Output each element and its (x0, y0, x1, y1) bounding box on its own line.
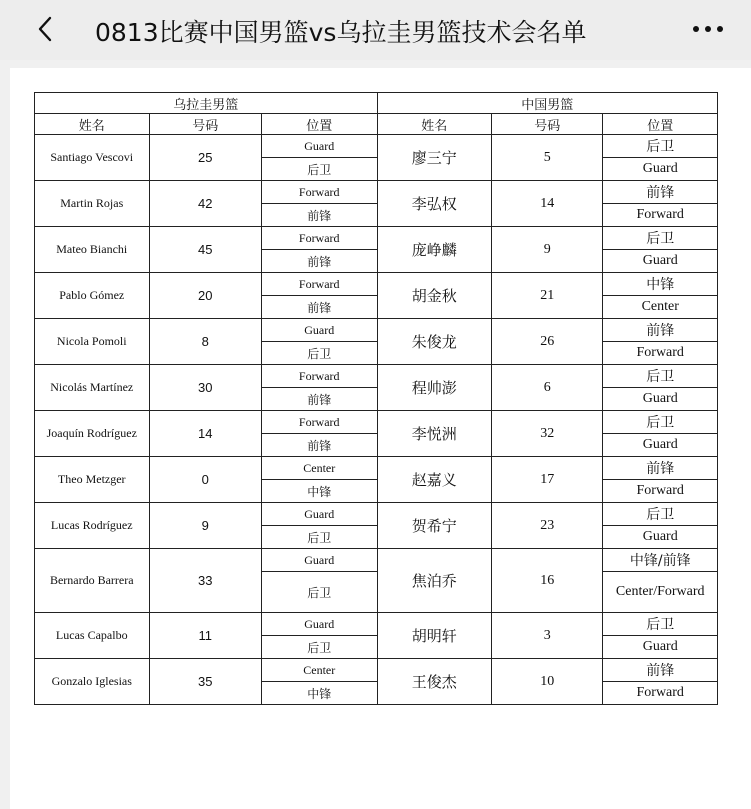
uruguay-player-position-zh: 后卫 (261, 572, 377, 613)
back-chevron-icon (36, 15, 54, 43)
back-button[interactable] (30, 14, 60, 44)
uruguay-player-position-en: Guard (261, 549, 377, 572)
uruguay-player-position-en: Guard (261, 319, 377, 342)
china-player-name: 贺希宁 (377, 503, 492, 549)
uruguay-player-position-zh: 后卫 (261, 636, 377, 659)
player-row (35, 273, 718, 296)
uruguay-player-position-zh: 前锋 (261, 204, 377, 227)
uruguay-player-number: 11 (149, 613, 261, 659)
player-row (35, 181, 718, 204)
china-player-position-en: Forward (603, 204, 718, 227)
column-header-number: 号码 (149, 114, 261, 135)
china-player-number: 23 (492, 503, 603, 549)
china-player-position-zh: 后卫 (603, 503, 718, 526)
china-player-name: 焦泊乔 (377, 549, 492, 613)
uruguay-player-position-zh: 前锋 (261, 388, 377, 411)
uruguay-player-name: Lucas Rodríguez (35, 503, 150, 549)
uruguay-player-name: Joaquín Rodríguez (35, 411, 150, 457)
china-player-position-zh: 前锋 (603, 457, 718, 480)
china-player-name: 庞峥麟 (377, 227, 492, 273)
player-row (35, 227, 718, 250)
uruguay-player-position-en: Forward (261, 227, 377, 250)
china-player-number: 21 (492, 273, 603, 319)
china-player-position-en: Guard (603, 636, 718, 659)
uruguay-player-position-en: Forward (261, 365, 377, 388)
china-player-number: 14 (492, 181, 603, 227)
uruguay-player-name: Bernardo Barrera (35, 549, 150, 613)
china-player-position-en: Forward (603, 682, 718, 705)
china-player-number: 26 (492, 319, 603, 365)
uruguay-player-position-zh: 中锋 (261, 480, 377, 503)
player-row (35, 365, 718, 388)
uruguay-player-number: 8 (149, 319, 261, 365)
china-player-name: 胡明轩 (377, 613, 492, 659)
top-navigation-bar (0, 0, 751, 60)
uruguay-player-name: Nicolás Martínez (35, 365, 150, 411)
uruguay-player-number: 33 (149, 549, 261, 613)
player-row (35, 659, 718, 682)
china-player-name: 胡金秋 (377, 273, 492, 319)
china-player-position-zh: 前锋 (603, 319, 718, 342)
china-player-number: 9 (492, 227, 603, 273)
china-player-number: 3 (492, 613, 603, 659)
china-player-name: 王俊杰 (377, 659, 492, 705)
china-player-position-en: Guard (603, 158, 718, 181)
uruguay-player-position-en: Guard (261, 503, 377, 526)
china-player-position-zh: 前锋 (603, 181, 718, 204)
roster-table (34, 92, 718, 705)
team-header-uruguay: 乌拉圭男篮 (35, 93, 378, 114)
china-player-position-en: Guard (603, 250, 718, 273)
uruguay-player-name: Pablo Gómez (35, 273, 150, 319)
team-header-china: 中国男篮 (377, 93, 718, 114)
uruguay-player-name: Lucas Capalbo (35, 613, 150, 659)
china-player-name: 李弘权 (377, 181, 492, 227)
china-player-position-en: Center (603, 296, 718, 319)
uruguay-player-position-en: Center (261, 457, 377, 480)
china-player-name: 李悦洲 (377, 411, 492, 457)
uruguay-player-number: 0 (149, 457, 261, 503)
column-header-name: 姓名 (35, 114, 150, 135)
player-row (35, 457, 718, 480)
china-player-number: 17 (492, 457, 603, 503)
uruguay-player-position-en: Forward (261, 411, 377, 434)
column-header-position: 位置 (603, 114, 718, 135)
china-player-position-zh: 后卫 (603, 411, 718, 434)
china-player-position-zh: 后卫 (603, 613, 718, 636)
column-header-position: 位置 (261, 114, 377, 135)
uruguay-player-number: 25 (149, 135, 261, 181)
uruguay-player-position-en: Forward (261, 181, 377, 204)
uruguay-player-position-zh: 前锋 (261, 296, 377, 319)
uruguay-player-position-zh: 后卫 (261, 526, 377, 549)
uruguay-player-position-en: Guard (261, 613, 377, 636)
uruguay-player-position-zh: 后卫 (261, 342, 377, 365)
china-player-position-zh: 中锋 (603, 273, 718, 296)
uruguay-player-number: 30 (149, 365, 261, 411)
player-row (35, 549, 718, 572)
china-player-position-zh: 后卫 (603, 135, 718, 158)
uruguay-player-name: Nicola Pomoli (35, 319, 150, 365)
china-player-number: 16 (492, 549, 603, 613)
china-player-position-en: Forward (603, 342, 718, 365)
uruguay-player-name: Santiago Vescovi (35, 135, 150, 181)
china-player-position-zh: 前锋 (603, 659, 718, 682)
china-player-position-en: Guard (603, 526, 718, 549)
uruguay-player-position-zh: 后卫 (261, 158, 377, 181)
uruguay-player-name: Theo Metzger (35, 457, 150, 503)
china-player-position-en: Center/Forward (603, 572, 718, 613)
uruguay-player-number: 45 (149, 227, 261, 273)
uruguay-player-position-zh: 前锋 (261, 434, 377, 457)
china-player-position-zh: 后卫 (603, 365, 718, 388)
china-player-number: 6 (492, 365, 603, 411)
uruguay-player-position-en: Forward (261, 273, 377, 296)
uruguay-player-name: Mateo Bianchi (35, 227, 150, 273)
uruguay-player-position-en: Guard (261, 135, 377, 158)
player-row (35, 411, 718, 434)
roster-body (35, 135, 718, 705)
column-header-number: 号码 (492, 114, 603, 135)
china-player-position-en: Forward (603, 480, 718, 503)
uruguay-player-number: 35 (149, 659, 261, 705)
china-player-name: 程帅澎 (377, 365, 492, 411)
column-header-name: 姓名 (377, 114, 492, 135)
china-player-name: 廖三宁 (377, 135, 492, 181)
uruguay-player-number: 9 (149, 503, 261, 549)
uruguay-player-position-zh: 中锋 (261, 682, 377, 705)
uruguay-player-number: 14 (149, 411, 261, 457)
china-player-number: 32 (492, 411, 603, 457)
china-player-position-zh: 中锋/前锋 (603, 549, 718, 572)
more-button[interactable] (688, 14, 728, 44)
china-player-number: 10 (492, 659, 603, 705)
uruguay-player-name: Gonzalo Iglesias (35, 659, 150, 705)
china-player-position-zh: 后卫 (603, 227, 718, 250)
china-player-name: 朱俊龙 (377, 319, 492, 365)
uruguay-player-position-en: Center (261, 659, 377, 682)
china-player-position-en: Guard (603, 388, 718, 411)
more-dots-icon (690, 24, 726, 34)
player-row (35, 135, 718, 158)
uruguay-player-name: Martin Rojas (35, 181, 150, 227)
uruguay-player-number: 42 (149, 181, 261, 227)
player-row (35, 613, 718, 636)
page-title: 0813比赛中国男篮vs乌拉圭男篮技术会名单 (95, 18, 587, 47)
uruguay-player-position-zh: 前锋 (261, 250, 377, 273)
china-player-position-en: Guard (603, 434, 718, 457)
china-player-number: 5 (492, 135, 603, 181)
china-player-name: 赵嘉义 (377, 457, 492, 503)
player-row (35, 503, 718, 526)
uruguay-player-number: 20 (149, 273, 261, 319)
player-row (35, 319, 718, 342)
